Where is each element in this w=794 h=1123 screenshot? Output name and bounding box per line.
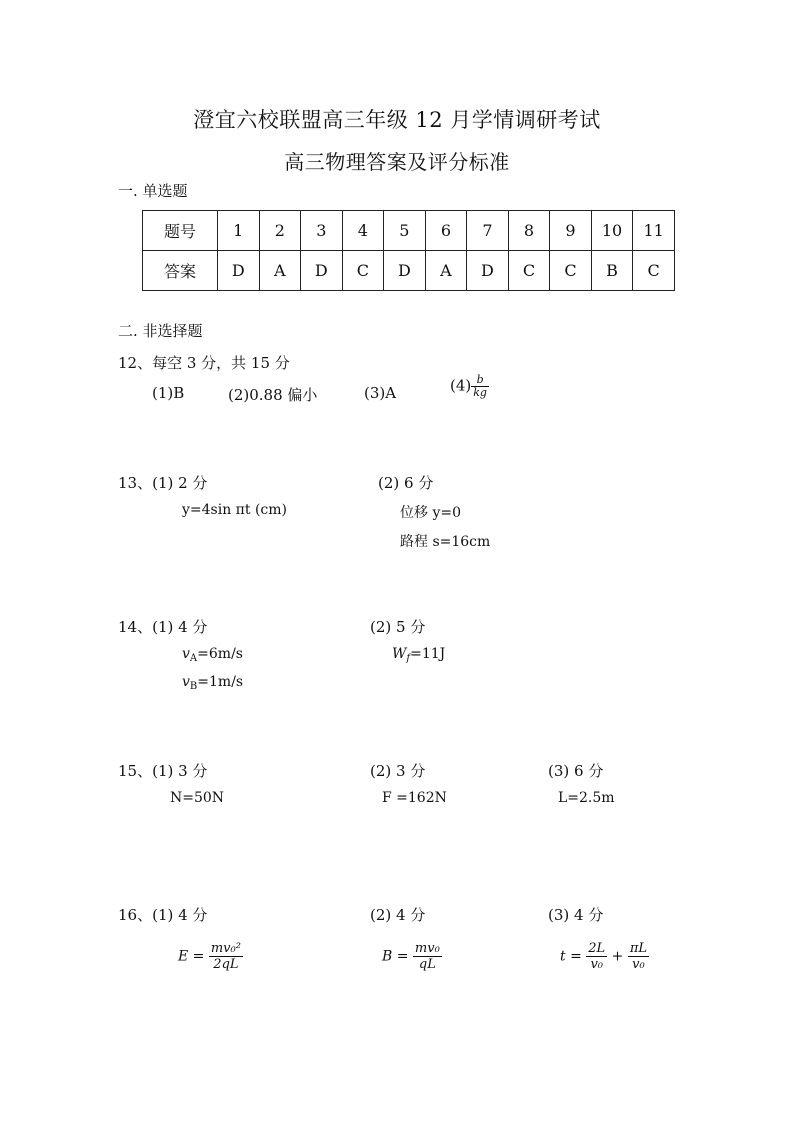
q13-formula-path: 路程 s=16cm	[400, 534, 491, 550]
q16-formula-time	[560, 941, 649, 972]
q12-heading: 12、每空 3 分，共 15 分	[118, 354, 290, 372]
answer-cell: C	[508, 251, 550, 291]
answer-cell: B	[591, 251, 633, 291]
symbol: v	[182, 674, 190, 690]
table-header-number: 题号	[143, 211, 218, 251]
q15-heading-3: (3) 6 分	[548, 762, 604, 780]
fraction-denominator: kg	[473, 386, 487, 399]
fraction-numerator: 2L	[588, 941, 606, 956]
fraction	[209, 941, 243, 972]
section-single-choice: 一. 单选题	[118, 182, 188, 200]
q16-heading-2: (2) 4 分	[370, 906, 426, 924]
answer-cell: C	[342, 251, 384, 291]
q13-heading-1: 13、(1) 2 分	[118, 474, 208, 492]
fraction-numerator: mv₀	[414, 941, 440, 956]
question-number: 7	[467, 211, 509, 251]
answer-cell: D	[467, 251, 509, 291]
q14-formula-va	[182, 646, 243, 664]
answer-cell: A	[259, 251, 301, 291]
q14-formula-vb	[182, 674, 243, 692]
answer-cell: D	[301, 251, 343, 291]
document-subtitle: 高三物理答案及评分标准	[284, 150, 510, 174]
question-number: 3	[301, 211, 343, 251]
q15-heading-1: 15、(1) 3 分	[118, 762, 208, 780]
fraction-numerator: πL	[629, 941, 647, 956]
question-number: 8	[508, 211, 550, 251]
value: =6m/s	[197, 646, 243, 662]
lhs: t =	[560, 948, 582, 965]
subscript: B	[189, 681, 198, 692]
q12-answer-4-prefix: (4)	[450, 376, 472, 395]
question-number: 6	[425, 211, 467, 251]
question-number: 5	[384, 211, 426, 251]
fraction-numerator: b	[471, 374, 489, 387]
q14-formula-wf	[392, 646, 445, 664]
question-number: 9	[550, 211, 592, 251]
answer-table	[142, 210, 675, 291]
subscript: A	[189, 653, 198, 664]
document-title: 澄宜六校联盟高三年级 12 月学情调研考试	[193, 108, 601, 132]
fraction-denominator: 2qL	[213, 957, 239, 972]
answer-cell: C	[633, 251, 675, 291]
q12-answer-2: (2)0.88 偏小	[228, 386, 318, 404]
fraction-numerator: mv₀²	[210, 941, 241, 956]
fraction-denominator: qL	[418, 957, 436, 972]
section-non-choice: 二. 非选择题	[118, 322, 203, 340]
q16-heading-3: (3) 4 分	[548, 906, 604, 924]
fraction-denominator: v₀	[632, 957, 645, 972]
symbol: v	[182, 646, 190, 662]
table-row-numbers	[143, 211, 675, 251]
fraction	[586, 941, 607, 972]
lhs: B =	[382, 948, 409, 965]
fraction	[413, 941, 442, 972]
q13-formula-displacement: 位移 y=0	[400, 505, 461, 521]
answer-cell: C	[550, 251, 592, 291]
q14-heading-1: 14、(1) 4 分	[118, 618, 208, 636]
answer-cell: A	[425, 251, 467, 291]
answer-cell: D	[218, 251, 260, 291]
q16-heading-1: 16、(1) 4 分	[118, 906, 208, 924]
q12-answer-1: (1)B	[152, 384, 185, 402]
question-number: 11	[633, 211, 675, 251]
plus-sign: +	[611, 948, 624, 965]
q15-formula-length: L=2.5m	[558, 790, 615, 806]
question-number: 1	[218, 211, 260, 251]
value: =1m/s	[197, 674, 244, 690]
question-number: 4	[342, 211, 384, 251]
value: =11J	[410, 646, 446, 662]
q16-formula-field-b	[382, 941, 442, 972]
table-header-answer: 答案	[143, 251, 218, 291]
q15-formula-normal-force: N=50N	[170, 790, 225, 806]
q12-answer-3: (3)A	[364, 384, 397, 402]
question-number: 2	[259, 211, 301, 251]
q13-heading-2: (2) 6 分	[378, 474, 434, 492]
lhs: E =	[178, 948, 205, 965]
q15-heading-2: (2) 3 分	[370, 762, 426, 780]
q16-formula-field-e	[178, 941, 243, 972]
question-number: 10	[591, 211, 633, 251]
q12-answer-4	[450, 374, 489, 399]
subscript: f	[406, 653, 411, 664]
table-row-answers	[143, 251, 675, 291]
q15-formula-force: F =162N	[382, 790, 447, 806]
symbol: W	[392, 646, 407, 662]
fraction-denominator: v₀	[590, 957, 603, 972]
answer-cell: D	[384, 251, 426, 291]
q12-fraction	[471, 374, 489, 399]
q14-heading-2: (2) 5 分	[370, 618, 426, 636]
q13-formula-displacement-eq: y=4sin πt (cm)	[182, 502, 287, 518]
fraction	[628, 941, 649, 972]
